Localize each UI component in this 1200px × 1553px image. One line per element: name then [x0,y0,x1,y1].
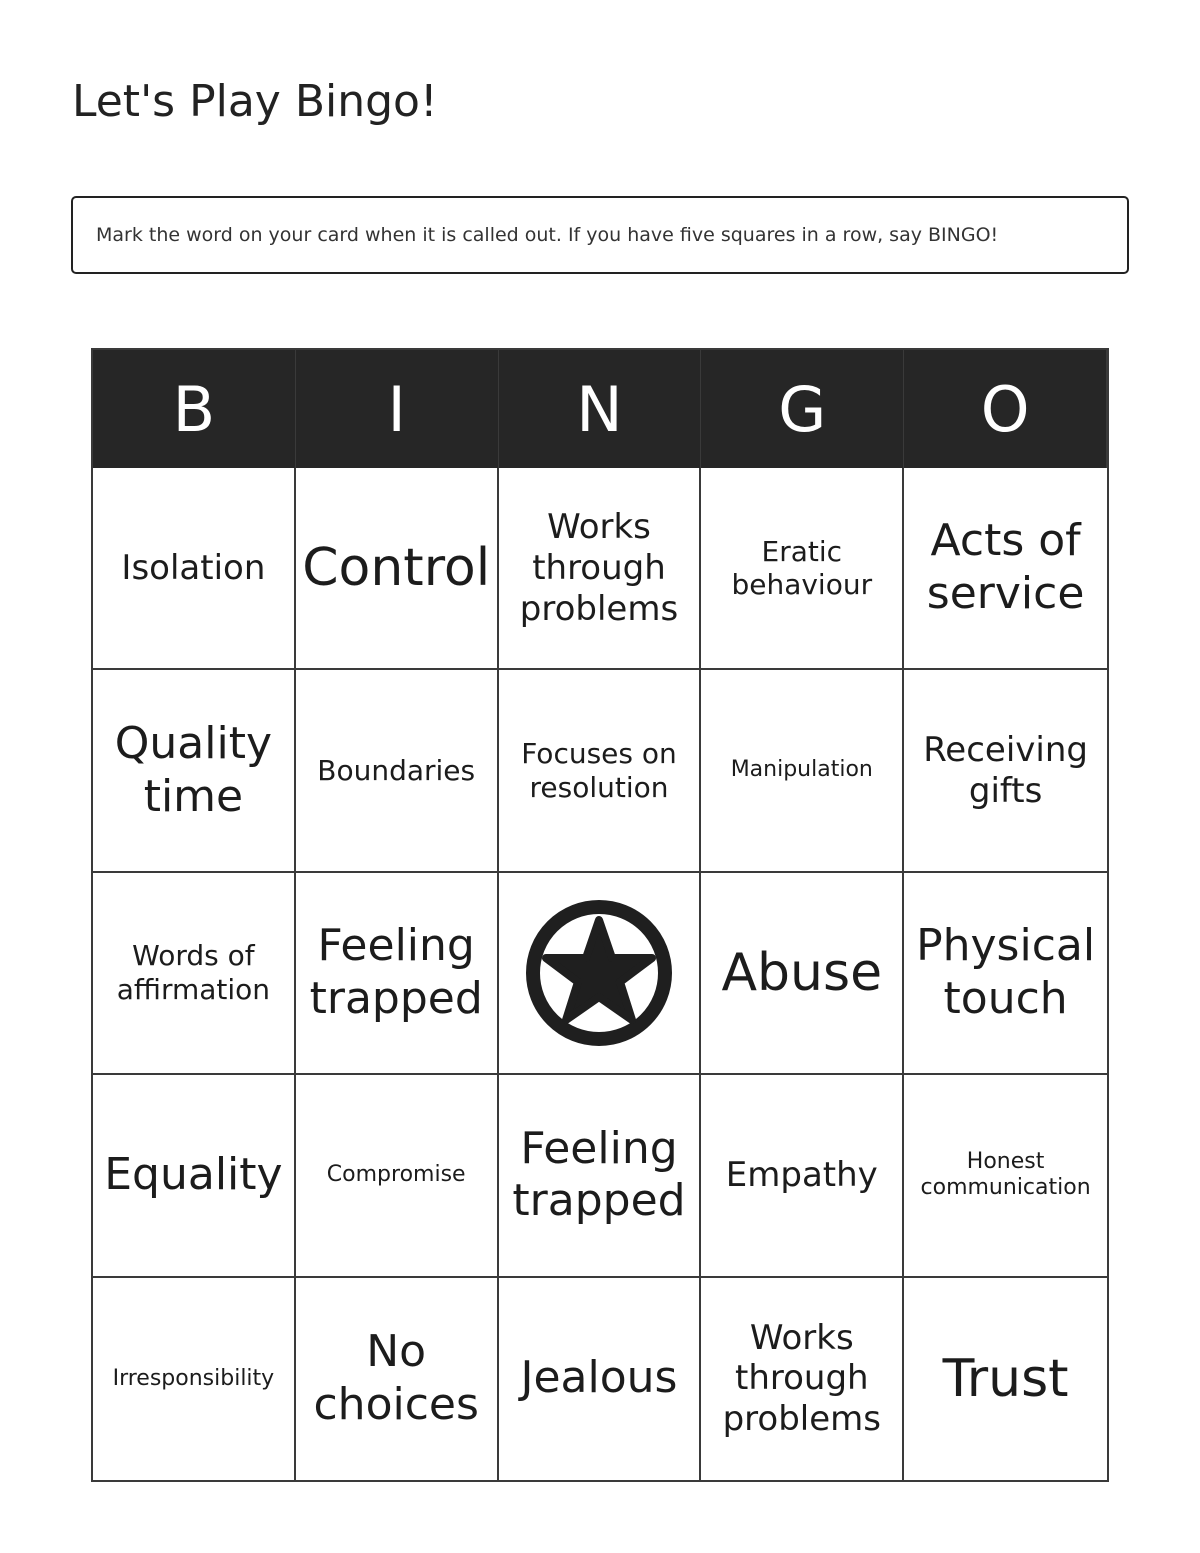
bingo-square[interactable]: Empathy [701,1075,904,1277]
bingo-square[interactable]: Trust [942,1348,1069,1409]
instructions-text: Mark the word on your card when it is called out. If you have five squares in a row, say BINGO! [96,224,999,246]
header-letter-g: G [701,350,904,468]
bingo-square[interactable]: Words of affirmation [93,873,296,1075]
bingo-square[interactable]: Jealous [499,1278,702,1480]
bingo-card [91,348,1109,1482]
bingo-square[interactable]: Control [296,468,499,670]
bingo-square[interactable]: Feeling trapped [296,873,499,1075]
header-letter-n: N [499,350,702,468]
bingo-square[interactable]: Abuse [701,873,904,1075]
bingo-square[interactable]: Irresponsibility [93,1278,296,1480]
header-letter-i: I [296,350,499,468]
bingo-square[interactable]: Boundaries [296,670,499,872]
header-letter-b: B [93,350,296,468]
bingo-square[interactable]: Honest communication [904,1075,1107,1277]
bingo-square[interactable]: Focuses on resolution [499,670,702,872]
bingo-square[interactable]: Receiving gifts [904,670,1107,872]
bingo-square[interactable]: Eratic behaviour [701,468,904,670]
bingo-square[interactable]: Isolation [93,468,296,670]
instructions-box [71,196,1129,274]
star-in-circle-icon [524,898,674,1048]
bingo-square[interactable]: Compromise [296,1075,499,1277]
bingo-square[interactable]: Equality [93,1075,296,1277]
bingo-square[interactable]: Manipulation [701,670,904,872]
bingo-square[interactable]: Physical touch [904,873,1107,1075]
free-space[interactable] [499,873,702,1075]
header-letter-o: O [904,350,1107,468]
page-title: Let's Play Bingo! [72,76,438,127]
bingo-square[interactable]: Acts of service [904,468,1107,670]
bingo-square[interactable]: Quality time [93,670,296,872]
bingo-square[interactable]: No choices [296,1278,499,1480]
bingo-square[interactable]: Works through problems [701,1278,904,1480]
bingo-square[interactable]: Feeling trapped [499,1075,702,1277]
bingo-square[interactable]: Works through problems [499,468,702,670]
